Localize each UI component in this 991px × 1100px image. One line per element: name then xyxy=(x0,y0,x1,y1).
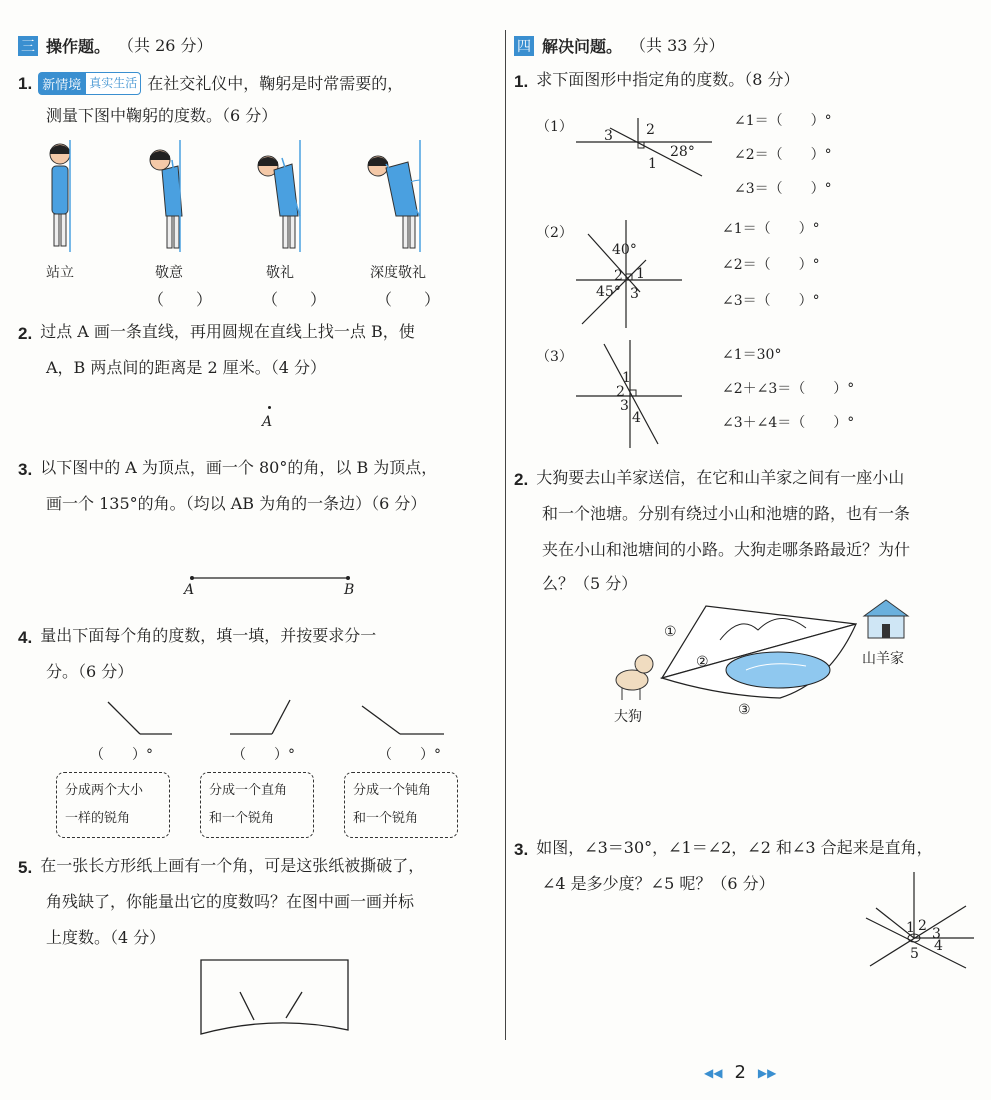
question-number: 5. xyxy=(18,858,33,877)
q3-line1 xyxy=(18,460,437,480)
question-number: 2. xyxy=(18,324,33,343)
r-q3-line1 xyxy=(514,840,933,860)
path-3-label: ③ xyxy=(738,702,751,718)
question-text: 在社交礼仪中，鞠躬是时常需要的， xyxy=(147,73,404,93)
r-q2-line1 xyxy=(514,470,904,490)
goat-house-icon xyxy=(864,600,908,638)
part-label: （2） xyxy=(536,225,573,241)
question-text: 测量下图中鞠躬的度数。（6 分） xyxy=(46,106,278,125)
r-q1-line1 xyxy=(514,72,799,92)
instruction-text: 分成两个大小 xyxy=(65,783,144,798)
question-number: 1. xyxy=(514,72,529,91)
angle-1 xyxy=(108,702,172,734)
q1-line1 xyxy=(18,72,403,95)
answer-blank[interactable]: （ ） xyxy=(262,290,327,309)
angle-label: 1 xyxy=(636,266,645,282)
point-b-label: B xyxy=(344,582,355,598)
angle-label: 3 xyxy=(932,926,941,942)
answer-line[interactable]: ∠3＋∠4＝（ ）° xyxy=(722,415,855,431)
part-label: （1） xyxy=(536,119,573,135)
question-text: 和一个池塘。分别有绕过小山和池塘的路，也有一条 xyxy=(542,504,911,523)
question-text: 分。（6 分） xyxy=(46,662,134,681)
q4-line1 xyxy=(18,628,376,648)
answer-line: ∠1＝30° xyxy=(722,347,782,363)
answer-line[interactable]: ∠3＝（ ）° xyxy=(734,181,832,197)
instruction-text: 分成一个钝角 xyxy=(353,783,432,798)
angle-label: 2 xyxy=(614,268,623,284)
question-text: 夹在小山和池塘间的小路。大狗走哪条路最近？为什 xyxy=(542,540,911,559)
section-title: 解决问题。 xyxy=(542,37,623,56)
path-2-label: ② xyxy=(696,654,709,670)
angle-label: 2 xyxy=(646,122,655,138)
point-a-label: A xyxy=(184,582,195,598)
section-badge: 三 xyxy=(18,36,38,56)
question-text: 上度数。（4 分） xyxy=(46,928,166,947)
answer-line[interactable]: ∠2＝（ ）° xyxy=(722,257,820,273)
instruction-text: 和一个锐角 xyxy=(209,811,275,826)
answer-blank[interactable]: （ ）° xyxy=(378,747,441,763)
answer-line[interactable]: ∠2＋∠3＝（ ）° xyxy=(722,381,855,397)
torn-paper xyxy=(200,958,350,1038)
instruction-text: 和一个锐角 xyxy=(353,811,419,826)
question-number: 2. xyxy=(514,470,529,489)
tag-new-situation: 新情境 xyxy=(38,72,85,95)
instruction-box xyxy=(56,772,170,838)
angle-label: 40° xyxy=(612,242,637,258)
angle-2 xyxy=(230,700,290,734)
answer-blank[interactable]: （ ）° xyxy=(90,747,153,763)
question-text: 角残缺了，你能量出它的度数吗？在图中画一画并标 xyxy=(46,892,415,911)
angle-label: 3 xyxy=(630,286,639,302)
answer-line[interactable]: ∠1＝（ ）° xyxy=(722,221,820,237)
q2-line1 xyxy=(18,324,415,344)
answer-line[interactable]: ∠2＝（ ）° xyxy=(734,147,832,163)
angle-label: 45° xyxy=(596,284,621,300)
section-badge: 四 xyxy=(514,36,534,56)
angle-3 xyxy=(362,706,444,734)
angle-label: 3 xyxy=(604,128,613,144)
figure-label: 站立 xyxy=(46,265,74,281)
question-number: 1. xyxy=(18,73,33,93)
angle-figures xyxy=(100,700,460,740)
page-number: 2 xyxy=(734,1062,746,1083)
angle-label: 4 xyxy=(934,938,943,954)
section-title: 操作题。 xyxy=(46,37,111,56)
instruction-box xyxy=(200,772,314,838)
tag-group xyxy=(38,72,141,95)
figure-deep-bow xyxy=(368,140,420,252)
point-a-label: A xyxy=(262,414,273,430)
answer-line[interactable]: ∠1＝（ ）° xyxy=(734,113,832,129)
angle-label: 5 xyxy=(910,946,919,962)
segment-ab xyxy=(190,574,350,584)
angle-label: 3 xyxy=(620,398,629,414)
answer-blank[interactable]: （ ） xyxy=(376,290,441,309)
question-text: 量出下面每个角的度数，填一填，并按要求分一 xyxy=(40,626,377,645)
figure-label: 敬礼 xyxy=(266,265,294,281)
angle-label: 4 xyxy=(632,410,641,426)
figure-label: 敬意 xyxy=(155,265,183,281)
angle-label: 2 xyxy=(616,384,625,400)
angle-label: 2 xyxy=(918,918,927,934)
question-number: 3. xyxy=(18,460,33,479)
page-footer xyxy=(704,1062,776,1083)
figure-salute xyxy=(258,140,300,252)
angle-figure-3 xyxy=(574,340,704,450)
point-a-dot xyxy=(268,406,271,409)
question-text: ∠4 是多少度？∠5 呢？（6 分） xyxy=(542,874,775,893)
angle-label: 1 xyxy=(906,920,915,936)
instruction-box xyxy=(344,772,458,838)
column-divider xyxy=(505,30,506,1040)
angle-label: 1 xyxy=(648,156,657,172)
question-text: 么？（5 分） xyxy=(542,574,638,593)
answer-line[interactable]: ∠3＝（ ）° xyxy=(722,293,820,309)
figure-respect xyxy=(150,140,182,252)
answer-blank[interactable]: （ ）° xyxy=(232,747,295,763)
goat-house-label: 山羊家 xyxy=(862,651,904,667)
question-text: 如图，∠3＝30°，∠1＝∠2，∠2 和∠3 合起来是直角， xyxy=(536,838,933,857)
question-text: 以下图中的 A 为顶点，画一个 80°的角，以 B 为顶点， xyxy=(40,458,438,477)
question-text: A，B 两点间的距离是 2 厘米。（4 分） xyxy=(46,358,327,377)
section-points: （共 26 分） xyxy=(118,35,213,55)
instruction-text: 分成一个直角 xyxy=(209,783,288,798)
question-text: 大狗要去山羊家送信，在它和山羊家之间有一座小山 xyxy=(536,468,905,487)
bowing-figures xyxy=(30,140,470,260)
dog-icon xyxy=(616,655,653,700)
section-points: （共 33 分） xyxy=(630,35,725,55)
q5-line1 xyxy=(18,858,424,878)
tag-real-life: 真实生活 xyxy=(85,72,141,95)
angle-label: 28° xyxy=(670,144,695,160)
question-text: 求下面图形中指定角的度数。（8 分） xyxy=(536,70,800,89)
dog-label: 大狗 xyxy=(614,709,642,725)
question-text: 过点 A 画一条直线，再用圆规在直线上找一点 B，使 xyxy=(40,322,415,341)
question-number: 4. xyxy=(18,628,33,647)
question-text: 在一张长方形纸上画有一个角，可是这张纸被撕破了， xyxy=(40,856,425,875)
path-1-label: ① xyxy=(664,624,677,640)
answer-blank[interactable]: （ ） xyxy=(148,290,213,309)
part-label: （3） xyxy=(536,349,573,365)
figure-label: 深度敬礼 xyxy=(370,265,426,281)
section-three-header xyxy=(18,34,213,57)
prev-page-arrows[interactable]: ◀◀ xyxy=(704,1065,723,1080)
question-text: 画一个 135°的角。（均以 AB 为角的一条边）（6 分） xyxy=(46,494,427,513)
section-four-header xyxy=(514,34,725,57)
instruction-text: 一样的锐角 xyxy=(65,811,131,826)
figure-standing xyxy=(50,140,70,252)
question-number: 3. xyxy=(514,840,529,859)
angle-label: 1 xyxy=(622,370,631,386)
next-page-arrows[interactable]: ▶▶ xyxy=(757,1065,777,1080)
